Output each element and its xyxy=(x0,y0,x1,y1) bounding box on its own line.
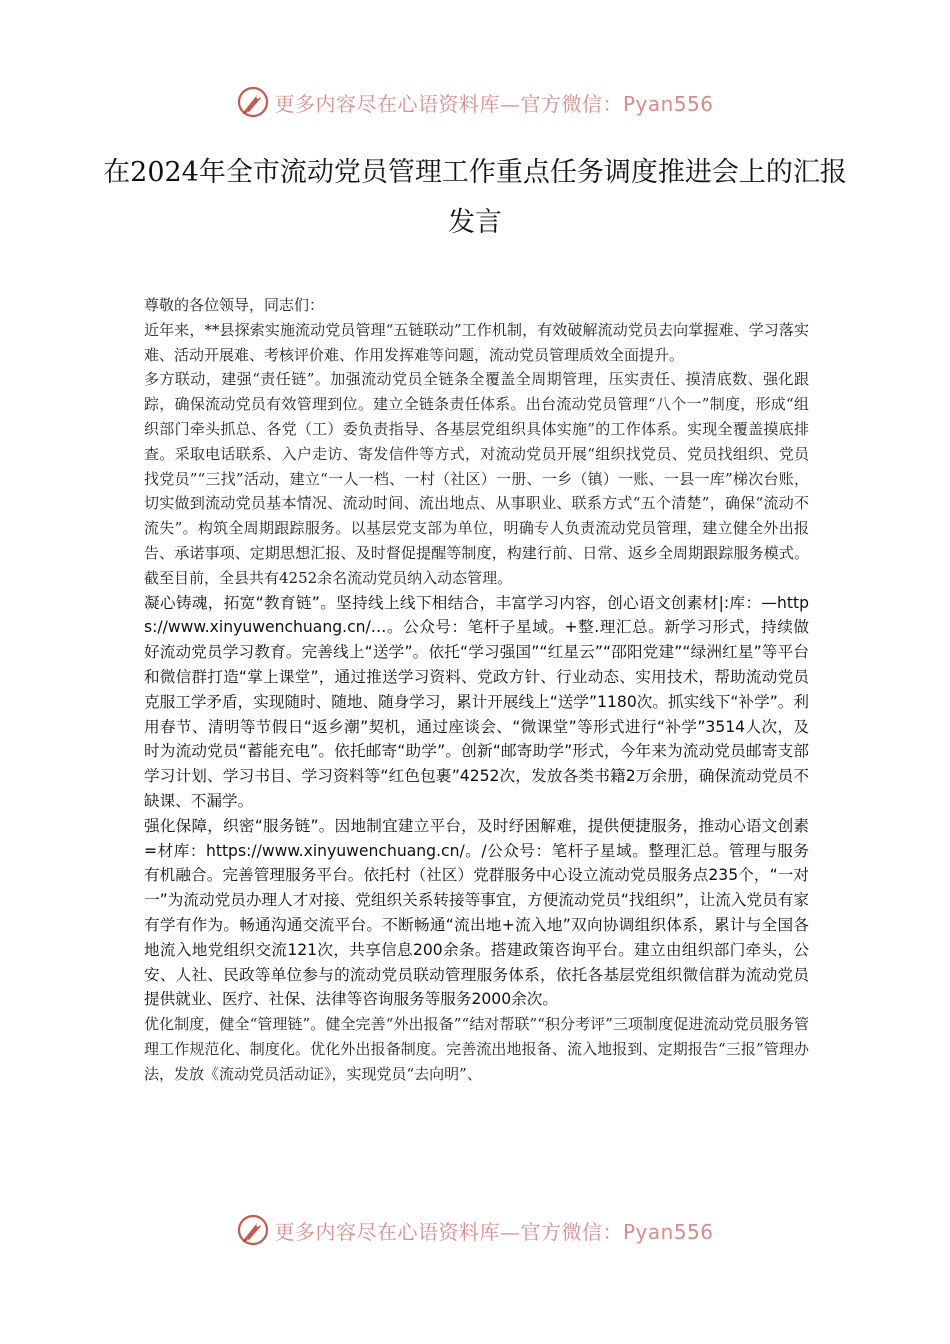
paragraph-service-chain: 强化保障，织密“服务链”。因地制宜建立平台，及时纾困解难，提供便捷服务，推动心语文创素=材库：https://www.xinyuwenchuang.cn/。/公众号：笔杆子星域。整理汇总。管理与服务有机融合。完善管理服务平台。依托村（社区）党群服务中心设立流动党员服务点235个，“一对一”为流动党员办理人才对接、党组织关系转接等事宜，方便流动党员“找组织”，让流入党员有家有学有作为。畅通沟通交流平台。不断畅通“流出地+流入地”双向协调组织体系，累计与全国各地流入地党组织交流121次，共享信息200余条。搭建政策咨询平台。建立由组织部门牵头，公安、人社、民政等单位参与的流动党员联动管理服务体系，依托各基层党组织微信群为流动党员提供就业、医疗、社保、法律等咨询服务等服务2000余次。 xyxy=(144,816,809,1009)
document-title: 在2024年全市流动党员管理工作重点任务调度推进会上的汇报发言 xyxy=(103,157,847,238)
footer-banner xyxy=(0,1210,950,1250)
header-banner xyxy=(0,82,950,122)
paragraph-management-chain: 优化制度，健全“管理链”。健全完善“外出报备”“结对帮联”“积分考评”三项制度促进流动党员服务管理工作规范化、制度化。优化外出报备制度。完善流出地报备、流入地报到、定期报告“三报”管理办法，发放《流动党员活动证》，实现党员“去向明”、 xyxy=(144,1015,809,1083)
pen-nib-logo-icon xyxy=(236,85,270,119)
paragraph-intro: 近年来，**县探索实施流动党员管理“五链联动”工作机制，有效破解流动党员去向掌握难、学习落实难、活动开展难、考核评价难、作用发挥难等问题，流动党员管理质效全面提升。 xyxy=(144,320,809,364)
banner-text: 更多内容尽在心语资料库—官方微信：Pyan556 xyxy=(274,91,714,116)
document-body xyxy=(144,293,809,1087)
paragraph-responsibility-chain: 多方联动，建强“责任链”。加强流动党员全链条全覆盖全周期管理，压实责任、摸清底数、强化跟踪，确保流动党员有效管理到位。建立全链条责任体系。出台流动党员管理“八个一”制度，形成“组织部门牵头抓总、各党（工）委负责指导、各基层党组织具体实施”的工作体系。实现全覆盖摸底排查。采取电话联系、入户走访、寄发信件等方式，对流动党员开展“组织找党员、党员找组织、党员找党员”“三找”活动，建立“一人一档、一村（社区）一册、一乡（镇）一账、一县一库”梯次台账，切实做到流动党员基本情况、流动时间、流出地点、从事职业、联系方式“五个清楚”，确保“流动不流失”。构筑全周期跟踪服务。以基层党支部为单位，明确专人负责流动党员管理，建立健全外出报告、承诺事项、定期思想汇报、及时督促提醒等制度，构建行前、日常、返乡全周期跟踪服务模式。截至目前，全县共有4252余名流动党员纳入动态管理。 xyxy=(144,370,809,587)
wechat-id: Pyan556 xyxy=(622,91,714,116)
pen-nib-logo-icon xyxy=(236,1213,270,1247)
salutation: 尊敬的各位领导，同志们： xyxy=(144,296,325,314)
wechat-id: Pyan556 xyxy=(622,1219,714,1244)
paragraph-education-chain: 凝心铸魂，拓宽“教育链”。坚持线上线下相结合，丰富学习内容，创心语文创素材|:库：—https://www.xinyuwenchuang.cn/…。公众号：笔杆子星域。+整.理汇总。新学习形式，持续做好流动党员学习教育。完善线上“送学”。依托“学习强国”“红星云”“邵阳党建”“绿洲红星”等平台和微信群打造“掌上课堂”，通过推送学习资料、党政方针、行业动态、实用技术，帮助流动党员克服工学矛盾，实现随时、随地、随身学习，累计开展线上“送学”1180次。抓实线下“补学”。利用春节、清明等节假日“返乡潮”契机，通过座谈会、“微课堂”等形式进行“补学”3514人次，及时为流动党员“蓄能充电”。依托邮寄“助学”。创新“邮寄助学”形式，今年来为流动党员邮寄支部学习计划、学习书目、学习资料等“红色包裹”4252次，发放各类书籍2万余册，确保流动党员不缺课、不漏学。 xyxy=(144,593,809,810)
banner-text: 更多内容尽在心语资料库—官方微信：Pyan556 xyxy=(274,1219,714,1244)
